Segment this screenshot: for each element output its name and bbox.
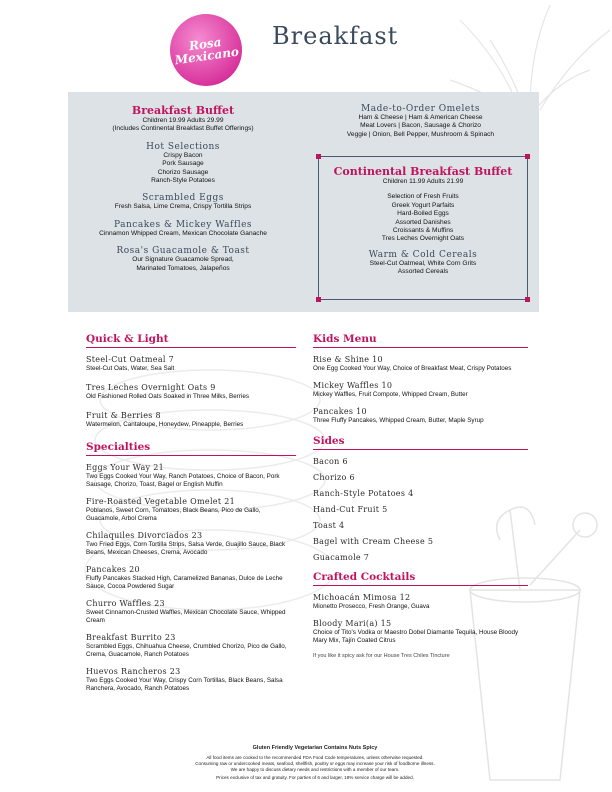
quick-light-title: Quick & Light <box>86 333 169 345</box>
menu-item <box>86 463 296 489</box>
menu-item <box>86 633 296 659</box>
specialties-title: Specialties <box>86 441 151 453</box>
hot-selections-title: Hot Selections <box>146 141 220 152</box>
item-name: Bloody Mari(a) 15 <box>313 619 392 628</box>
divider <box>313 347 528 348</box>
menu-item <box>86 497 296 523</box>
item-desc: Two Eggs Cooked Your Way, Crispy Corn Tortillas, Black Beans, Salsa Ranchera, Avocado, Ranch Potatoes <box>86 677 283 692</box>
cereals-line: Assorted Cereals <box>397 268 449 276</box>
continental-item: Hard-Boiled Eggs <box>397 210 449 218</box>
cocktail-note: If you like it spicy ask for our House Tres Chiles Tincture <box>313 653 450 659</box>
right-menu-column <box>313 333 528 659</box>
scrambled-eggs-desc: Fresh Salsa, Lime Crema, Crispy Tortilla Strips <box>114 203 252 211</box>
item-desc: Watermelon, Cantaloupe, Honeydew, Pineapple, Berries <box>86 421 244 428</box>
breakfast-buffet-title: Breakfast Buffet <box>131 104 235 117</box>
item-name: Michoacán Mimosa 12 <box>313 593 411 602</box>
omelet-line: Veggie | Onion, Bell Pepper, Mushroom & Spinach <box>346 130 495 138</box>
footer-note: All food items are cooked to the recommended FDA Food Code temperatures, unless otherwise requested. <box>206 755 424 760</box>
side-item: Hand-Cut Fruit 5 <box>313 505 388 514</box>
side-item: Ranch-Style Potatoes 4 <box>313 489 414 498</box>
item-name: Breakfast Burrito 23 <box>86 633 176 642</box>
pancakes-waffles-title: Pancakes & Mickey Waffles <box>113 219 253 230</box>
side-item: Chorizo 6 <box>313 473 355 482</box>
item-desc: Scrambled Eggs, Chihuahua Cheese, Crumbled Chorizo, Pico de Gallo, Crema, Guacamole, Ranch Potatoes <box>86 643 287 658</box>
menu-item <box>313 619 528 645</box>
page-title: Breakfast <box>272 22 399 50</box>
menu-item <box>86 383 296 401</box>
side-item: Bacon 6 <box>313 457 348 466</box>
frame-corner <box>316 154 321 159</box>
item-desc: Steel-Cut Oats, Water, Sea Salt <box>86 365 175 372</box>
sides-title: Sides <box>313 435 345 447</box>
guacamole-toast-desc: Marinated Tomatoes, Jalapeños <box>136 264 230 272</box>
footer-note: Prices exclusive of tax and gratuity. For parties of 6 and larger, 18% service charge will be added. <box>216 775 414 780</box>
omelet-line: Meat Lovers | Bacon, Sausage & Chorizo <box>360 122 481 130</box>
item-name: Huevos Rancheros 23 <box>86 667 181 676</box>
continental-item: Greek Yogurt Parfaits <box>391 201 455 209</box>
continental-frame <box>318 156 528 300</box>
menu-item <box>86 531 296 557</box>
item-desc: Mickey Waffles, Fruit Compote, Whipped Cream, Butter <box>313 391 468 398</box>
scrambled-eggs-title: Scrambled Eggs <box>142 193 224 204</box>
divider <box>86 455 296 456</box>
divider <box>313 585 528 586</box>
footer-note: We are happy to discuss dietary needs and restrictions with a member of our team. <box>230 767 400 772</box>
breakfast-buffet-section <box>68 104 298 273</box>
menu-item <box>86 355 296 373</box>
left-menu-column <box>86 333 296 701</box>
guacamole-toast-desc: Our Signature Guacamole Spread, <box>132 256 234 264</box>
frame-corner <box>316 297 321 302</box>
item-name: Rise & Shine 10 <box>313 355 383 364</box>
item-name: Chilaquiles Divorciados 23 <box>86 531 203 540</box>
item-name: Pancakes 20 <box>86 565 140 574</box>
guacamole-toast-title: Rosa's Guacamole & Toast <box>116 246 250 257</box>
continental-item: Assorted Danishes <box>395 218 451 226</box>
side-item: Guacamole 7 <box>313 553 370 562</box>
item-name: Fruit & Berries 8 <box>86 411 161 420</box>
cocktails-title: Crafted Cocktails <box>313 571 416 583</box>
item-name: Steel-Cut Oatmeal 7 <box>86 355 174 364</box>
item-name: Pancakes 10 <box>313 407 367 416</box>
logo-text: Rosa Mexicano <box>173 34 240 68</box>
breakfast-buffet-note: (Includes Continental Breakfast Buffet Offerings) <box>112 125 254 133</box>
legend: Gluten Friendly Vegetarian Contains Nuts Spicy <box>252 745 378 751</box>
item-desc: Poblanos, Sweet Corn, Tomatoes, Black Beans, Pico de Gallo, Guacamole, Arbol Crema <box>86 507 261 522</box>
item-desc: Three Fluffy Pancakes, Whipped Cream, Butter, Maple Syrup <box>313 417 484 424</box>
hot-item: Chorizo Sausage <box>157 168 209 176</box>
hot-item: Pork Sausage <box>162 160 204 168</box>
item-desc: Old Fashioned Rolled Oats Soaked in Three Milks, Berries <box>86 393 249 400</box>
item-name: Fire-Roasted Vegetable Omelet 21 <box>86 497 235 506</box>
menu-item <box>313 355 528 373</box>
continental-prices: Children 11.99 Adults 21.99 <box>382 178 464 185</box>
item-desc: Choice of Tito's Vodka or Maestro Dobel Diamante Tequila, House Bloody Mary Mix, Tajín Coated Citrus <box>313 629 519 644</box>
item-desc: Sweet Cinnamon-Crusted Waffles, Mexican Chocolate Sauce, Whipped Cream <box>86 609 286 624</box>
item-desc: Fluffy Pancakes Stacked High, Caramelized Bananas, Dulce de Leche Sauce, Cocoa Powdered Sugar <box>86 575 283 590</box>
omelets-section <box>308 104 533 139</box>
menu-item <box>86 599 296 625</box>
side-item: Toast 4 <box>313 521 345 530</box>
item-name: Tres Leches Overnight Oats 9 <box>86 383 216 392</box>
hot-item: Ranch-Style Potatoes <box>151 177 215 185</box>
frame-corner <box>525 154 530 159</box>
continental-title: Continental Breakfast Buffet <box>333 165 513 178</box>
cereals-title: Warm & Cold Cereals <box>368 249 478 260</box>
item-desc: One Egg Cooked Your Way, Choice of Breakfast Meat, Crispy Potatoes <box>313 365 512 372</box>
item-name: Eggs Your Way 21 <box>86 463 164 472</box>
omelets-title: Made-to-Order Omelets <box>361 104 480 114</box>
side-item: Bagel with Cream Cheese 5 <box>313 537 434 546</box>
kids-menu-title: Kids Menu <box>313 333 377 345</box>
menu-item <box>313 593 528 611</box>
divider <box>86 347 296 348</box>
footer-note: Consuming raw or undercooked meats, seafood, shellfish, poultry or eggs may increase your risk of foodborne illness. <box>195 761 435 766</box>
item-desc: Two Fried Eggs, Corn Tortilla Strips, Salsa Verde, Guajillo Sauce, Black Beans, Mexican Cheeses, Crema, Avocado <box>86 541 286 556</box>
menu-item <box>86 411 296 429</box>
pancakes-waffles-desc: Cinnamon Whipped Cream, Mexican Chocolate Ganache <box>99 229 267 237</box>
item-desc: Two Eggs Cooked Your Way, Ranch Potatoes, Choice of Bacon, Pork Sausage, Chorizo, Toast, Bagel or English Muffin <box>86 473 280 488</box>
continental-item: Selection of Fresh Fruits <box>387 193 459 201</box>
hot-item: Crispy Bacon <box>163 151 203 159</box>
frame-corner <box>525 297 530 302</box>
menu-item <box>86 565 296 591</box>
menu-item <box>86 667 296 693</box>
item-desc: Mionetto Prosecco, Fresh Orange, Guava <box>313 603 430 610</box>
menu-item <box>313 381 528 399</box>
item-name: Mickey Waffles 10 <box>313 381 393 390</box>
omelet-line: Ham & Cheese | Ham & American Cheese <box>358 114 483 121</box>
item-name: Churro Waffles 23 <box>86 599 165 608</box>
cereals-line: Steel-Cut Oatmeal, White Corn Grits <box>369 259 477 267</box>
logo <box>170 14 242 86</box>
divider <box>313 449 528 450</box>
breakfast-buffet-prices: Children 19.99 Adults 29.99 <box>142 117 224 124</box>
menu-item <box>313 407 528 425</box>
continental-item: Croissants & Muffins <box>392 227 454 235</box>
continental-item: Tres Leches Overnight Oats <box>381 235 465 243</box>
